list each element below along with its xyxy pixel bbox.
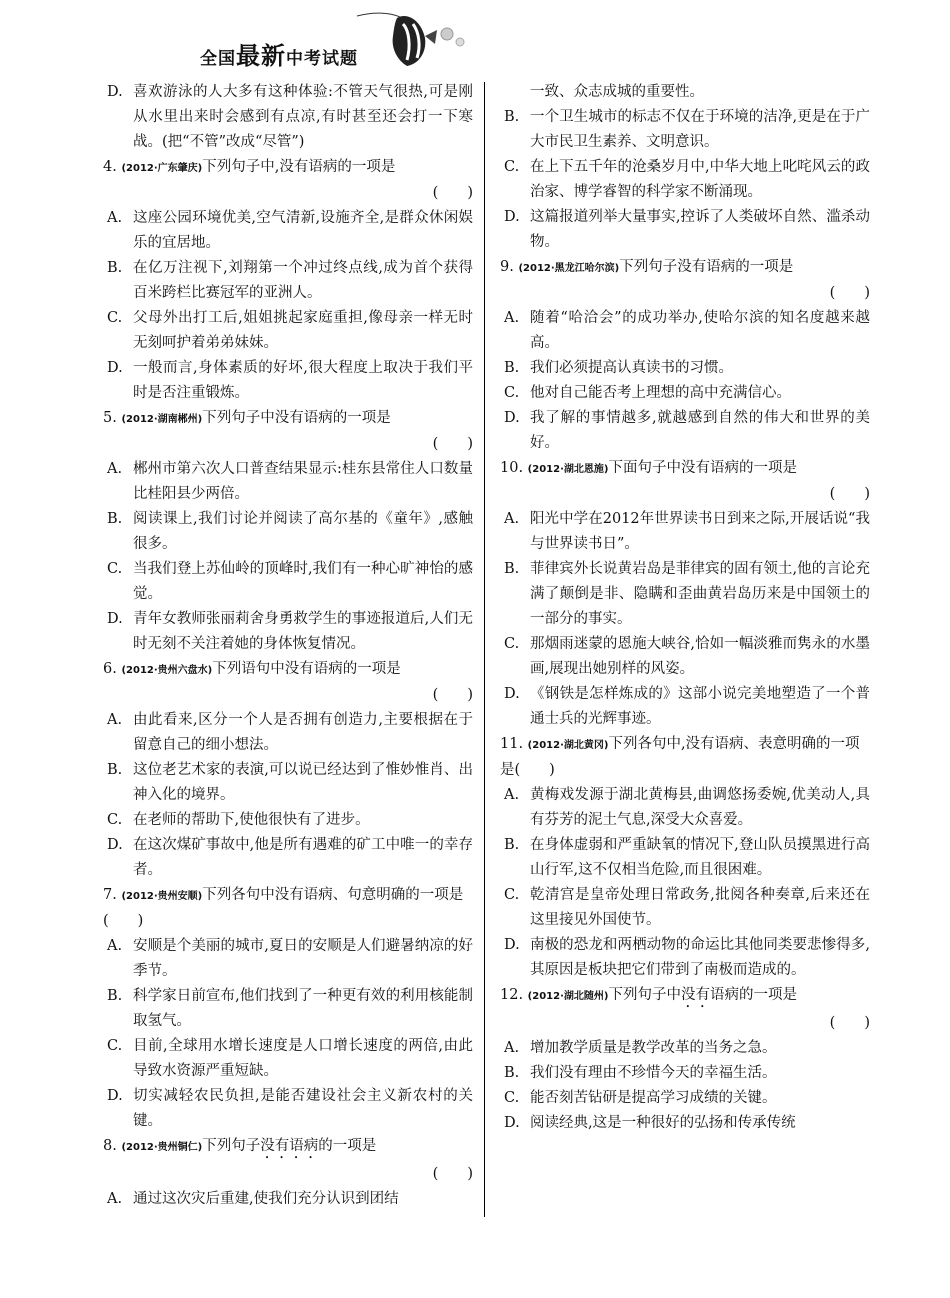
question-stem (103, 155, 473, 181)
option-label: A. (107, 1191, 123, 1207)
answer-option (103, 934, 473, 984)
answer-parentheses: ( ) (829, 1015, 870, 1031)
option-text: 增加教学质量是教学改革的当务之急。 (530, 1040, 777, 1056)
option-label: C. (504, 887, 520, 903)
option-text: 能否刻苦钻研是提高学习成绩的关键。 (530, 1090, 777, 1106)
question-stem (500, 255, 870, 281)
question-text: 下列各句中,没有语病、表意明确的一项是( ) (500, 736, 860, 778)
option-label: A. (504, 511, 520, 527)
answer-option (103, 758, 473, 808)
option-text: 科学家日前宣布,他们找到了一种更有效的利用核能制取氢气。 (133, 988, 473, 1029)
question-stem (103, 883, 473, 934)
option-label: A. (504, 310, 520, 326)
answer-option (103, 507, 473, 557)
option-text: 南极的恐龙和两栖动物的命运比其他同类要悲惨得多,其原因是板块把它们带到了南极而造成的。 (530, 937, 870, 978)
option-text: 那烟雨迷蒙的恩施大峡谷,恰如一幅淡雅而隽永的水墨画,展现出她别样的风姿。 (530, 636, 870, 677)
question-number: 8. (103, 1138, 122, 1154)
question-source: (2012·湖南郴州) (121, 414, 203, 425)
option-text: 喜欢游泳的人大多有这种体验:不管天气很热,可是刚从水里出来时会感到有点凉,有时甚至还会打一下寒战。(把“不管”改成“尽管”) (133, 84, 473, 150)
answer-option (500, 356, 870, 381)
right-column (500, 80, 870, 1136)
option-text: 在这次煤矿事故中,他是所有遇难的矿工中唯一的幸存者。 (133, 837, 473, 878)
option-text: 一般而言,身体素质的好坏,很大程度上取决于我们平时是否注重锻炼。 (133, 360, 473, 401)
option-label: C. (107, 812, 123, 828)
answer-option (103, 1084, 473, 1134)
option-text: 我们没有理由不珍惜今天的幸福生活。 (530, 1065, 777, 1081)
question-source: (2012·湖北黄冈) (527, 740, 609, 751)
answer-option (500, 632, 870, 682)
option-text: 青年女教师张丽莉舍身勇救学生的事迹报道后,人们无时无刻不关注着她的身体恢复情况。 (133, 611, 473, 652)
option-label: B. (504, 109, 520, 125)
option-label: A. (504, 1040, 520, 1056)
option-text: 他对自己能否考上理想的高中充满信心。 (530, 385, 791, 401)
option-label: D. (504, 937, 520, 953)
option-label: C. (504, 1090, 520, 1106)
option-label: B. (504, 1065, 520, 1081)
answer-option (103, 984, 473, 1034)
option-label: D. (107, 360, 123, 376)
question-source: (2012·贵州六盘水) (121, 665, 213, 676)
question-text: 下列句子中,没有语病的一项是 (202, 159, 396, 175)
answer-parentheses: ( ) (432, 185, 473, 201)
answer-option (500, 1086, 870, 1111)
answer-option (103, 206, 473, 256)
question-text: 下列句子中没有语病的一项是 (202, 410, 391, 426)
option-label: C. (504, 636, 520, 652)
answer-parentheses: ( ) (432, 436, 473, 452)
option-text: 我了解的事情越多,就越感到自然的伟大和世界的美好。 (530, 410, 870, 451)
question-text: 下列语句中没有语病的一项是 (212, 661, 401, 677)
option-label: C. (107, 310, 123, 326)
question-number: 12. (500, 987, 528, 1003)
option-label: B. (107, 511, 123, 527)
answer-option (500, 205, 870, 255)
option-text: 通过这次灾后重建,使我们充分认识到团结 (133, 1191, 399, 1207)
option-text: 当我们登上苏仙岭的顶峰时,我们有一种心旷神怡的感觉。 (133, 561, 473, 602)
option-text: 在身体虚弱和严重缺氧的情况下,登山队员摸黑进行高山行军,这不仅相当危险,而且很困难。 (530, 837, 870, 878)
answer-option (500, 883, 870, 933)
question-number: 11. (500, 736, 528, 752)
answer-option (103, 557, 473, 607)
option-label: B. (107, 260, 123, 276)
emphasis-text: 没有语病 (260, 1138, 319, 1154)
option-text: 阳光中学在2012年世界读书日到来之际,开展话说“我与世界读书日”。 (530, 511, 870, 552)
answer-option (500, 1036, 870, 1061)
answer-option (103, 457, 473, 507)
option-label: D. (107, 837, 123, 853)
answer-option (103, 607, 473, 657)
answer-option (500, 1111, 870, 1136)
answer-option (103, 808, 473, 833)
column-divider (484, 82, 485, 1217)
question-number: 5. (103, 410, 122, 426)
answer-option (500, 933, 870, 983)
option-label: B. (504, 561, 520, 577)
answer-option (500, 406, 870, 456)
answer-option (103, 833, 473, 883)
option-text: 这篇报道列举大量事实,控诉了人类破坏自然、滥杀动物。 (530, 209, 870, 250)
option-text: 我们必须提高认真读书的习惯。 (530, 360, 733, 376)
question-stem (103, 406, 473, 432)
answer-option (500, 783, 870, 833)
answer-option (103, 708, 473, 758)
question-source: (2012·黑龙江哈尔滨) (518, 263, 620, 274)
option-text: 乾清宫是皇帝处理日常政务,批阅各种奏章,后来还在这里接见外国使节。 (530, 887, 870, 928)
question-source: (2012·湖北恩施) (527, 464, 609, 475)
fish-logo-icon (355, 8, 470, 68)
option-text: 切实减轻农民负担,是能否建设社会主义新农村的关键。 (133, 1088, 473, 1129)
option-label: D. (504, 410, 520, 426)
page-header (0, 0, 950, 72)
answer-option (500, 557, 870, 632)
question-text: 下列句子中没有语病的一项是 (608, 987, 797, 1003)
question-source: (2012·贵州安顺) (121, 891, 203, 902)
answer-parentheses: ( ) (432, 687, 473, 703)
option-label: B. (107, 988, 123, 1004)
question-source: (2012·广东肇庆) (121, 163, 203, 174)
header-title: 全国最新中考试题 (200, 42, 358, 70)
question-stem (103, 657, 473, 683)
answer-option (500, 1061, 870, 1086)
option-label: B. (504, 360, 520, 376)
question-text: 下列句子没有语病的一项是 (619, 259, 794, 275)
option-label: D. (107, 1088, 123, 1104)
option-text: 菲律宾外长说黄岩岛是菲律宾的固有领土,他的言论充满了颠倒是非、隐瞒和歪曲黄岩岛历来是中国领土的一部分的事实。 (530, 561, 870, 627)
answer-option (500, 306, 870, 356)
option-text: 由此看来,区分一个人是否拥有创造力,主要根据在于留意自己的细小想法。 (133, 712, 473, 753)
emphasis-text: 没有 (680, 987, 710, 1003)
question-number: 10. (500, 460, 528, 476)
question-stem (103, 1134, 473, 1162)
question-stem (500, 456, 870, 482)
option-label: D. (504, 1115, 520, 1131)
answer-option (500, 381, 870, 406)
option-text: 阅读经典,这是一种很好的弘扬和传承传统 (530, 1115, 796, 1131)
question-number: 6. (103, 661, 122, 677)
option-label: C. (504, 159, 520, 175)
option-text: 父母外出打工后,姐姐挑起家庭重担,像母亲一样无时无刻呵护着弟弟妹妹。 (133, 310, 473, 351)
question-number: 9. (500, 259, 519, 275)
option-text: 郴州市第六次人口普查结果显示:桂东县常住人口数量比桂阳县少两倍。 (133, 461, 473, 502)
answer-option (103, 80, 473, 155)
option-continuation: 一致、众志成城的重要性。 (530, 84, 704, 100)
answer-option (500, 833, 870, 883)
question-source: (2012·贵州铜仁) (121, 1142, 203, 1153)
option-label: A. (107, 712, 123, 728)
option-text: 这座公园环境优美,空气清新,设施齐全,是群众休闲娱乐的宜居地。 (133, 210, 473, 251)
answer-option (103, 1187, 473, 1212)
option-label: A. (107, 461, 123, 477)
question-source: (2012·湖北随州) (527, 991, 609, 1002)
option-label: B. (107, 762, 123, 778)
question-stem (500, 983, 870, 1011)
option-text: 在亿万注视下,刘翔第一个冲过终点线,成为首个获得百米跨栏比赛冠军的亚洲人。 (133, 260, 473, 301)
left-column (103, 80, 473, 1212)
answer-option (500, 682, 870, 732)
answer-option (103, 356, 473, 406)
option-label: D. (107, 611, 123, 627)
answer-parentheses: ( ) (829, 285, 870, 301)
option-text: 随着“哈洽会”的成功举办,使哈尔滨的知名度越来越高。 (530, 310, 870, 351)
option-label: C. (107, 561, 123, 577)
answer-option (103, 1034, 473, 1084)
question-text: 下面句子中没有语病的一项是 (608, 460, 797, 476)
option-text: 黄梅戏发源于湖北黄梅县,曲调悠扬委婉,优美动人,具有芬芳的泥土气息,深受大众喜爱。 (530, 787, 870, 828)
question-number: 4. (103, 159, 122, 175)
option-text: 在上下五千年的沧桑岁月中,中华大地上叱咤风云的政治家、博学睿智的科学家不断涌现。 (530, 159, 870, 200)
option-label: C. (107, 1038, 123, 1054)
option-text: 阅读课上,我们讨论并阅读了高尔基的《童年》,感触很多。 (133, 511, 473, 552)
option-label: A. (107, 210, 123, 226)
option-text: 这位老艺术家的表演,可以说已经达到了惟妙惟肖、出神入化的境界。 (133, 762, 473, 803)
option-label: D. (504, 209, 520, 225)
question-stem (500, 732, 870, 783)
answer-option (103, 256, 473, 306)
option-label: C. (504, 385, 520, 401)
option-label: A. (504, 787, 520, 803)
option-label: B. (504, 837, 520, 853)
question-text: 下列各句中没有语病、句意明确的一项是( ) (103, 887, 464, 929)
answer-option (103, 306, 473, 356)
answer-parentheses: ( ) (432, 1166, 473, 1182)
option-text: 目前,全球用水增长速度是人口增长速度的两倍,由此导致水资源严重短缺。 (133, 1038, 473, 1079)
answer-parentheses: ( ) (829, 486, 870, 502)
question-number: 7. (103, 887, 122, 903)
question-text: 下列句子没有语病的一项是 (202, 1138, 377, 1154)
option-label: A. (107, 938, 123, 954)
option-label: D. (107, 84, 123, 100)
option-label: D. (504, 686, 520, 702)
option-text: 《钢铁是怎样炼成的》这部小说完美地塑造了一个普通士兵的光辉事迹。 (530, 686, 870, 727)
answer-option (500, 507, 870, 557)
answer-option (500, 105, 870, 155)
option-text: 安顺是个美丽的城市,夏日的安顺是人们避暑纳凉的好季节。 (133, 938, 473, 979)
answer-option (500, 155, 870, 205)
option-text: 在老师的帮助下,使他很快有了进步。 (133, 812, 370, 828)
option-text: 一个卫生城市的标志不仅在于环境的洁净,更是在于广大市民卫生素养、文明意识。 (530, 109, 870, 150)
